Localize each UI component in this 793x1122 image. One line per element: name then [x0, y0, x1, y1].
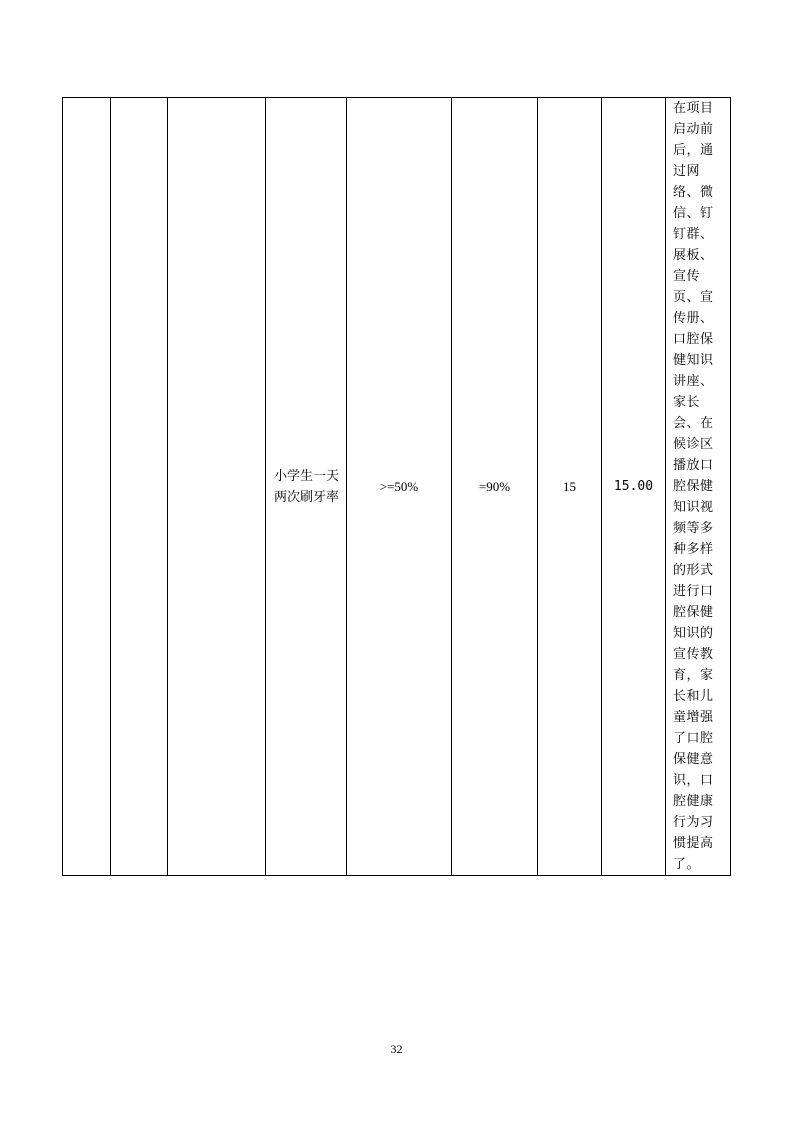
performance-table — [62, 97, 731, 876]
actual-value-cell: =90% — [452, 98, 538, 876]
indicator-name-cell: 小学生一天两次刷牙率 — [266, 98, 347, 876]
level3-indicator-cell — [168, 98, 266, 876]
score-cell: 15.00 — [602, 98, 666, 876]
level2-indicator-cell — [111, 98, 168, 876]
level1-indicator-cell — [63, 98, 111, 876]
annual-target-cell: >=50% — [347, 98, 452, 876]
remark-cell: 在项目启动前后，通过网络、微信、钉钉群、展板、宣传页、宣传册、口腔保健知识讲座、家长会、在候诊区播放口腔保健知识视频等多种多样的形式进行口腔保健知识的宣传教育，家长和儿童增强了口腔保健意识，口腔健康行为习惯提高了。 — [666, 98, 731, 876]
table-row — [63, 98, 731, 876]
weight-cell: 15 — [538, 98, 602, 876]
page-number: 32 — [390, 1042, 403, 1056]
